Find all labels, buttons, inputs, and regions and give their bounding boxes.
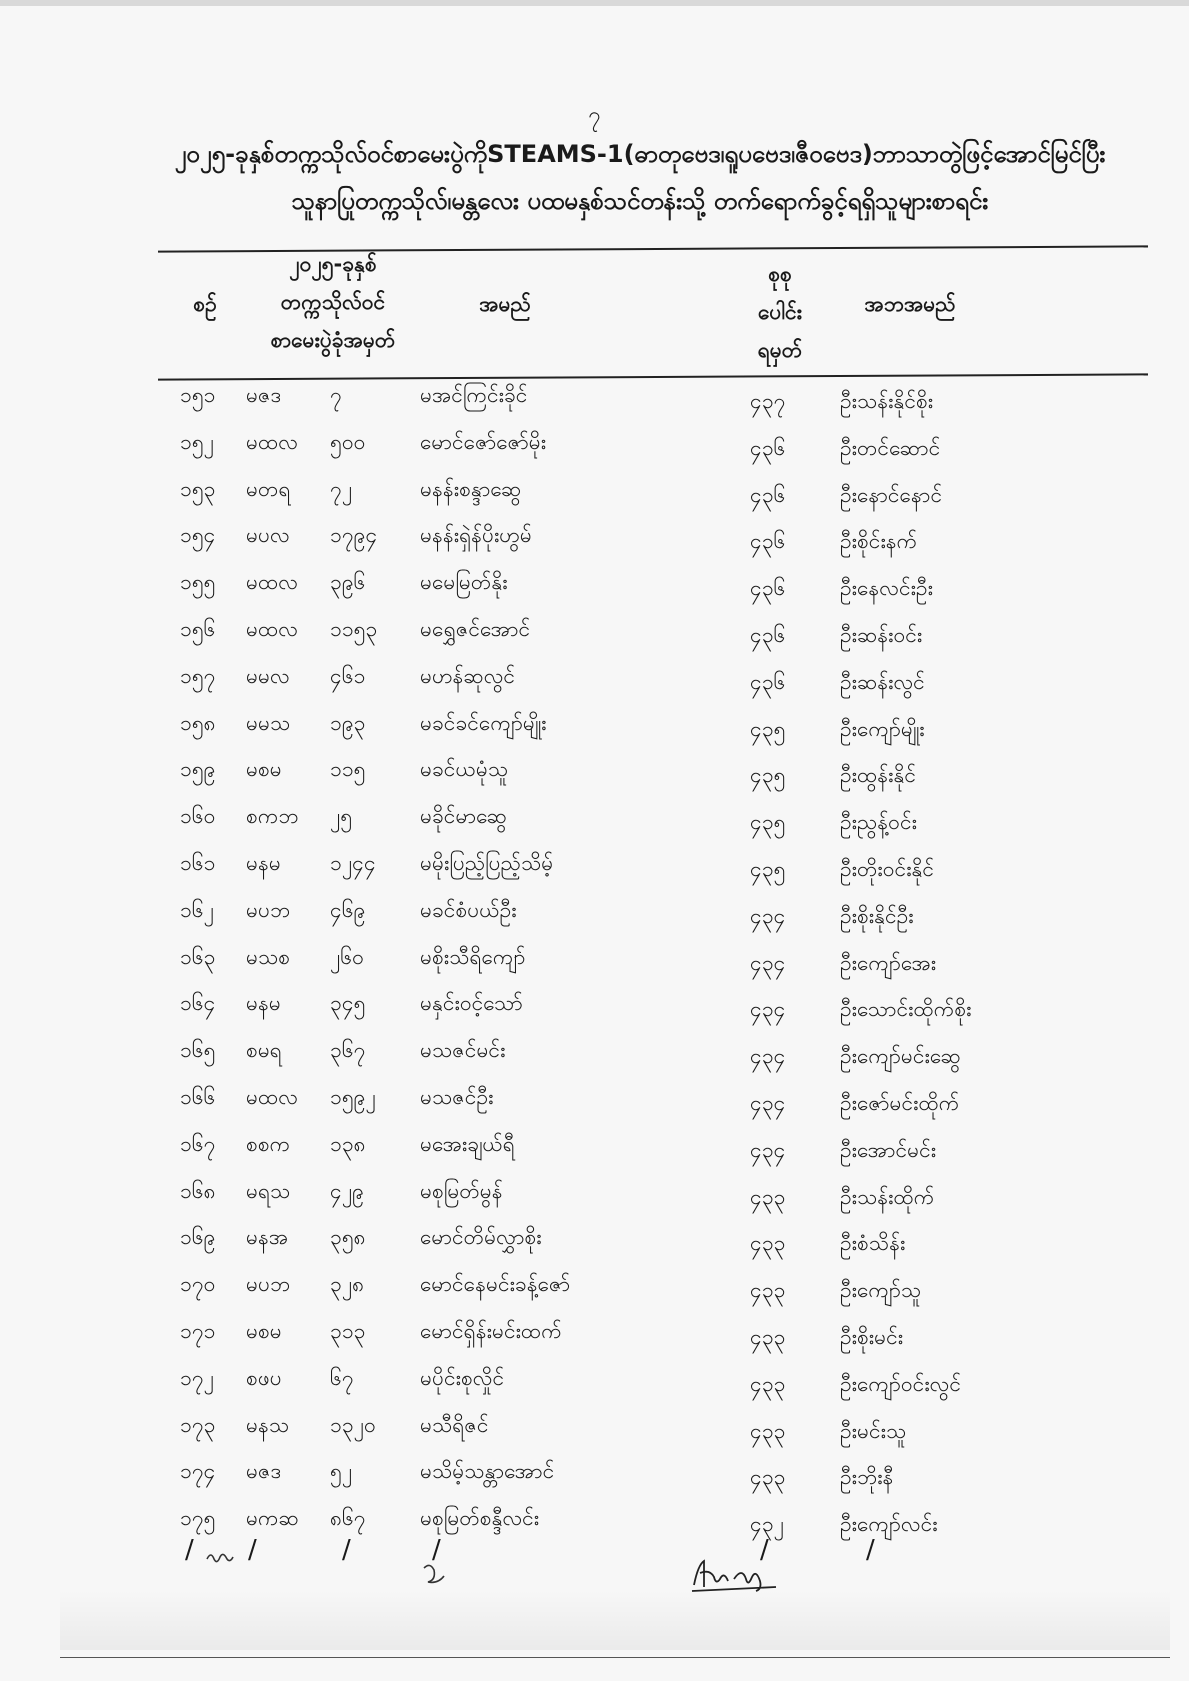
cell-serial-no: ၁၆၄ — [180, 991, 216, 1016]
cell-name: မမေမြတ်နိုး — [420, 570, 508, 595]
cell-serial-no: ၁၅၉ — [180, 757, 216, 782]
page-bottom-rule — [60, 1657, 1170, 1658]
cell-total-score: ၄၃၄ — [750, 1044, 786, 1069]
cell-serial-no: ၁၆၉ — [180, 1225, 216, 1250]
cell-name: မသဇင်ဦး — [420, 1084, 494, 1109]
cell-exam-code: မနမ — [246, 991, 281, 1016]
cell-father-name: ဦးနောင်နောင် — [840, 482, 943, 507]
cell-father-name: ဦးဇော်မင်းထိုက် — [840, 1090, 960, 1115]
cell-name: မောင်တိမ်လွှာစိုး — [420, 1225, 542, 1250]
cell-serial-no: ၁၇၃ — [180, 1412, 216, 1437]
cell-name: မမိုးပြည့်ပြည့်သိမ့် — [420, 850, 554, 875]
title-line-2: သူနာပြုတက္ကသိုလ်၊မန္တလေး ပထမနှစ်သင်တန်းသို့ တက်ရောက်ခွင့်ရရှိသူများစာရင်း — [291, 187, 989, 215]
table-row — [0, 1178, 1189, 1225]
cell-name: မနန်းရှဲန်ပိုးဟွမ် — [420, 523, 532, 548]
cell-exam-number: ၃၉၆ — [330, 570, 366, 595]
cell-total-score: ၄၃၆ — [750, 622, 786, 647]
cell-name: မအင်ကြင်းခိုင် — [420, 383, 528, 407]
slash-mark: / — [248, 1535, 257, 1565]
table-row — [0, 1131, 1189, 1178]
cell-serial-no: ၁၅၆ — [180, 616, 216, 641]
cell-father-name: ဦးဆန်းဝင်း — [840, 622, 923, 647]
header-exam-line-1: ၂၀၂၅-ခုနှစ် — [289, 252, 377, 276]
table-row — [0, 1224, 1189, 1271]
cell-exam-number: ၇၂ — [330, 476, 353, 501]
cell-exam-number: ၄၆၁ — [330, 663, 366, 688]
cell-total-score: ၄၃၄ — [750, 950, 786, 975]
cell-exam-number: ၁၃၈ — [330, 1131, 366, 1156]
table-row — [0, 1084, 1189, 1131]
table-row — [0, 897, 1189, 944]
cell-serial-no: ၁၇၂ — [180, 1365, 214, 1390]
cell-serial-no: ၁၆၀ — [180, 804, 216, 829]
cell-serial-no: ၁၇၀ — [180, 1272, 216, 1297]
cell-exam-number: ၅၂ — [330, 1459, 353, 1484]
cell-serial-no: ၁၅၅ — [180, 570, 216, 595]
cell-name: မခင်ခင်ကျော်မျိုး — [420, 710, 547, 735]
table-row — [0, 429, 1189, 476]
cell-exam-number: ၆၇ — [330, 1365, 354, 1390]
table-row — [0, 663, 1189, 710]
cell-total-score: ၄၃၄ — [750, 903, 786, 928]
cell-total-score: ၄၃၃ — [750, 1184, 786, 1209]
initials-signature — [420, 1560, 450, 1586]
scan-shadow — [60, 1590, 1170, 1650]
cell-serial-no: ၁၆၁ — [180, 850, 216, 875]
cell-name: မသဇင်မင်း — [420, 1038, 506, 1063]
cell-father-name: ဦးကျော်လင်း — [840, 1512, 938, 1537]
handwritten-signature — [690, 1555, 780, 1595]
table-row — [0, 616, 1189, 663]
cell-total-score: ၄၃၆ — [750, 576, 786, 601]
cell-total-score: ၄၃၃ — [750, 1278, 786, 1303]
cell-exam-code: စကဘ — [246, 804, 299, 829]
cell-name: မဟန်ဆုလွင် — [420, 663, 516, 688]
header-father-name: အဘအမည် — [864, 292, 956, 316]
cell-total-score: ၄၃၆ — [750, 529, 786, 554]
cell-name: မနှင်းဝင့်သော် — [420, 991, 523, 1016]
table-row — [0, 803, 1189, 850]
cell-name: မရွှေဇင်အောင် — [420, 616, 531, 641]
cell-total-score: ၄၃၃ — [750, 1465, 786, 1490]
cell-exam-number: ၃၆၇ — [330, 1038, 366, 1063]
cell-father-name: ဦးကျော်သူ — [840, 1278, 922, 1303]
cell-total-score: ၄၃၆ — [750, 435, 786, 460]
cell-total-score: ၄၃၃ — [750, 1371, 786, 1396]
cell-name: မောင်ဇော်ဇော်မိုး — [420, 429, 547, 454]
cell-exam-code: စမရ — [246, 1038, 282, 1063]
cell-father-name: ဦးကျော်အေး — [840, 950, 937, 975]
cell-father-name: ဦးသောင်းထိုက်စိုး — [840, 997, 972, 1022]
cell-exam-code: မပလ — [246, 523, 290, 548]
cell-exam-code: မသစ — [246, 944, 291, 969]
cell-exam-number: ၁၉၃ — [330, 710, 366, 735]
cell-exam-number: ၈၆၇ — [330, 1506, 366, 1531]
cell-total-score: ၄၃၂ — [750, 1512, 784, 1537]
cell-name: မခင်စံပယ်ဦး — [420, 897, 517, 922]
cell-exam-number: ၃၄၅ — [330, 991, 366, 1016]
cell-name: မခိုင်မာဆွေ — [420, 804, 507, 829]
cell-serial-no: ၁၅၈ — [180, 710, 216, 735]
header-total-score — [730, 255, 830, 369]
title-line-1: ၂၀၂၅-ခုနှစ်တက္ကသိုလ်ဝင်စာမေးပွဲကိုSTEAMS-1(ဓာတုဗေဒ၊ရူပဗေဒ၊ဇီဝဗေဒ)ဘာသာတွဲဖြင့်အောင်မြင်ပြီး — [174, 140, 1106, 168]
header-score-line-2: ပေါင်း — [758, 300, 802, 324]
cell-total-score: ၄၃၃ — [750, 1231, 786, 1256]
page-number: ၇ — [588, 103, 601, 128]
cell-name: မခင်ယမုံသူ — [420, 757, 509, 782]
cell-exam-number: ၂၆၀ — [330, 944, 364, 969]
table-row — [0, 756, 1189, 803]
cell-exam-number: ၁၂၄၄ — [330, 850, 376, 875]
cell-exam-code: မစမ — [246, 757, 282, 782]
cell-father-name: ဦးမင်းသူ — [840, 1418, 907, 1443]
cell-exam-number: ၅၀၀ — [330, 429, 366, 454]
cell-serial-no: ၁၇၁ — [180, 1318, 216, 1343]
cell-serial-no: ၁၇၄ — [180, 1459, 216, 1484]
cell-serial-no: ၁၆၅ — [180, 1038, 216, 1063]
cell-serial-no: ၁၅၄ — [180, 523, 216, 548]
cell-exam-code: မမသ — [246, 710, 291, 735]
cell-name: မသီရိဇင် — [420, 1412, 489, 1437]
cell-exam-code: မထလ — [246, 570, 298, 595]
cell-name: မစုမြတ်စန္ဒီလင်း — [420, 1506, 540, 1531]
table-row — [0, 990, 1189, 1037]
cell-exam-code: မထလ — [246, 429, 298, 454]
cell-father-name: ဦးကျော်မျိုး — [840, 716, 925, 741]
cell-father-name: ဦးဘိုးနီ — [840, 1465, 894, 1490]
cell-exam-number: ၁၃၂၀ — [330, 1412, 376, 1437]
table-row — [0, 569, 1189, 616]
cell-father-name: ဦးသန်းထိုက် — [840, 1184, 935, 1209]
cell-father-name: ဦးညွန့်ဝင်း — [840, 810, 917, 835]
cell-exam-code: စဖပ — [246, 1365, 282, 1390]
table-body — [0, 382, 1189, 1552]
cell-father-name: ဦးအောင်မင်း — [840, 1137, 937, 1162]
cell-exam-code: မကဆ — [246, 1506, 299, 1531]
cell-exam-number: ၁၁၅ — [330, 757, 366, 782]
cell-father-name: ဦးစံသိန်း — [840, 1231, 906, 1256]
cell-name: မနန်းစန္ဒာဆွေ — [420, 476, 522, 501]
cell-exam-code: မဇဒ — [246, 1459, 282, 1484]
cell-exam-number: ၄၂၉ — [330, 1178, 364, 1203]
table-row — [0, 476, 1189, 523]
cell-father-name: ဦးဆန်းလွင် — [840, 669, 925, 694]
cell-serial-no: ၁၅၇ — [180, 663, 216, 688]
header-name: အမည် — [479, 292, 531, 316]
cell-total-score: ၄၃၆ — [750, 482, 786, 507]
cell-exam-number: ၇ — [330, 383, 342, 407]
table-row — [0, 522, 1189, 569]
cell-exam-number: ၄၆၉ — [330, 897, 366, 922]
cell-total-score: ၄၃၃ — [750, 1324, 786, 1349]
cell-total-score: ၄၃၄ — [750, 997, 786, 1022]
cell-serial-no: ၁၇၅ — [180, 1506, 216, 1531]
header-exam-line-3: စာမေးပွဲခုံအမှတ် — [270, 328, 396, 352]
cell-total-score: ၄၃၅ — [750, 763, 786, 788]
cell-serial-no: ၁၅၂ — [180, 429, 214, 454]
cell-name: မောင်နေမင်းခန့်ဇော် — [420, 1272, 571, 1297]
table-row — [0, 944, 1189, 991]
cell-exam-number: ၁၁၅၃ — [330, 616, 378, 641]
cell-exam-number: ၃၅၈ — [330, 1225, 366, 1250]
cell-total-score: ၄၃၇ — [750, 389, 786, 413]
table-row — [0, 1271, 1189, 1318]
cell-exam-number: ၁၇၉၄ — [330, 523, 378, 548]
cell-name: မသိမ့်သန္တာအောင် — [420, 1459, 555, 1484]
cell-exam-number: ၃၂၈ — [330, 1272, 365, 1297]
cell-father-name: ဦးနေလင်းဦး — [840, 576, 933, 601]
cell-total-score: ၄၃၅ — [750, 716, 786, 741]
cell-father-name: ဦးစိုင်းနက် — [840, 529, 918, 554]
cell-exam-code: မပဘ — [246, 897, 291, 922]
header-score-line-1: စုစု — [768, 262, 792, 286]
cell-father-name: ဦးသန်းနိုင်စိုး — [840, 389, 934, 413]
table-row — [0, 1458, 1189, 1505]
table-row — [0, 1318, 1189, 1365]
cell-total-score: ၄၃၄ — [750, 1090, 786, 1115]
cell-exam-code: မရသ — [246, 1178, 291, 1203]
table-row — [0, 1365, 1189, 1412]
cell-serial-no: ၁၆၈ — [180, 1178, 216, 1203]
header-exam-number — [248, 245, 418, 359]
slash-mark: / — [185, 1535, 194, 1565]
cell-father-name: ဦးစိုးမင်း — [840, 1324, 904, 1349]
initials-signature — [205, 1545, 235, 1567]
cell-exam-number: ၃၁၃ — [330, 1318, 366, 1343]
cell-exam-number: ၁၅၉၂ — [330, 1084, 376, 1109]
cell-name: မအေးချယ်ရီ — [420, 1131, 515, 1156]
cell-total-score: ၄၃၃ — [750, 1418, 786, 1443]
cell-serial-no: ၁၆၆ — [180, 1084, 216, 1109]
header-bottom-rule — [158, 373, 1148, 380]
cell-father-name: ဦးကျော်ဝင်းလွင် — [840, 1371, 961, 1396]
cell-exam-code: မထလ — [246, 616, 298, 641]
table-row — [0, 382, 1189, 429]
scan-edge — [0, 0, 1189, 6]
cell-exam-code: မစမ — [246, 1318, 282, 1343]
cell-exam-code: စစက — [246, 1131, 291, 1156]
cell-name: မောင်ရှိန်းမင်းထက် — [420, 1318, 562, 1343]
cell-exam-code: မမလ — [246, 663, 290, 688]
slash-mark: / — [866, 1535, 875, 1565]
cell-father-name: ဦးကျော်မင်းဆွေ — [840, 1044, 961, 1069]
cell-exam-number: ၂၅ — [330, 804, 353, 829]
slash-mark: / — [760, 1535, 769, 1565]
cell-serial-no: ၁၆၂ — [180, 897, 214, 922]
cell-exam-code: မတရ — [246, 476, 291, 501]
table-row — [0, 1505, 1189, 1552]
cell-serial-no: ၁၅၁ — [180, 383, 216, 407]
cell-total-score: ၄၃၅ — [750, 810, 786, 835]
cell-exam-code: မနအ — [246, 1225, 289, 1250]
slash-mark: / — [432, 1535, 441, 1565]
table-row — [0, 850, 1189, 897]
cell-name: မစိုးသီရိကျော် — [420, 944, 526, 969]
cell-father-name: ဦးတိုးဝင်းနိုင် — [840, 856, 935, 881]
table-row — [0, 1412, 1189, 1459]
cell-father-name: ဦးစိုးနိုင်ဦး — [840, 903, 914, 928]
cell-total-score: ၄၃၅ — [750, 856, 786, 881]
cell-father-name: ဦးတင်ဆောင် — [840, 435, 941, 460]
cell-exam-code: မဇဒ — [246, 383, 282, 407]
header-no: စဉ် — [193, 292, 217, 316]
cell-serial-no: ၁၆၃ — [180, 944, 216, 969]
slash-mark: / — [342, 1535, 351, 1565]
cell-exam-code: မနမ — [246, 850, 281, 875]
cell-name: မစုမြတ်မွန် — [420, 1178, 503, 1203]
cell-total-score: ၄၃၆ — [750, 669, 786, 694]
table-row — [0, 1037, 1189, 1084]
table-row — [0, 710, 1189, 757]
cell-serial-no: ၁၅၃ — [180, 476, 216, 501]
cell-exam-code: မထလ — [246, 1084, 298, 1109]
cell-serial-no: ၁၆၇ — [180, 1131, 216, 1156]
header-exam-line-2: တက္ကသိုလ်ဝင် — [280, 290, 386, 314]
cell-father-name: ဦးထွန်းနိုင် — [840, 763, 916, 788]
cell-exam-code: မပဘ — [246, 1272, 291, 1297]
cell-name: မပိုင်းစုလှိုင် — [420, 1365, 505, 1390]
header-score-line-3: ရမှတ် — [757, 338, 803, 362]
cell-exam-code: မနသ — [246, 1412, 290, 1437]
cell-total-score: ၄၃၄ — [750, 1137, 786, 1162]
